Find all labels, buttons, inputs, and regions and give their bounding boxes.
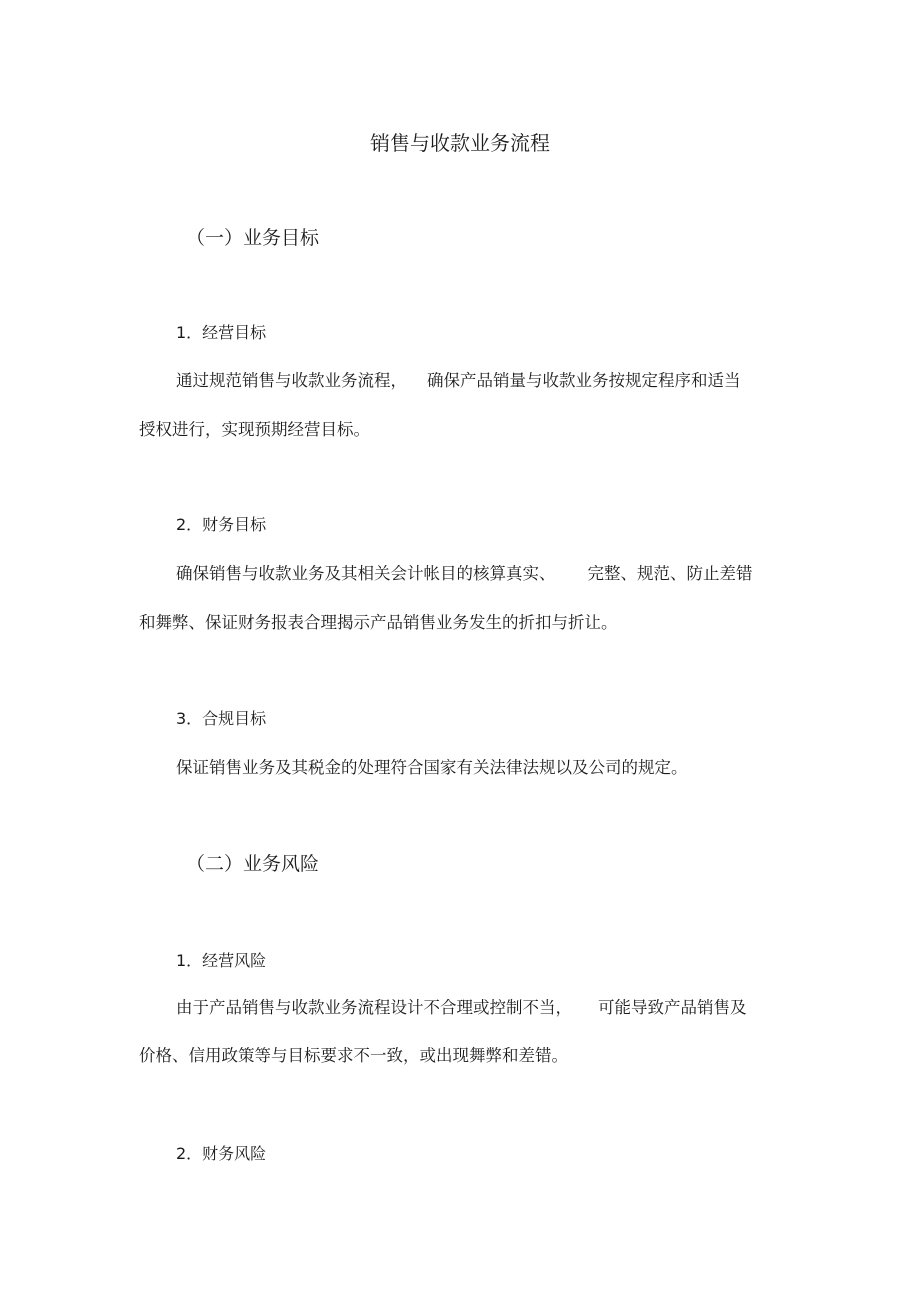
subheading-operational-risk: 1．经营风险	[176, 951, 267, 970]
paragraph-line	[139, 615, 618, 632]
paragraph-text: 和舞弊、保证财务报表合理揭示产品销售业务发生的折扣与折让。	[139, 613, 618, 632]
subheading-operational-objective: 1．经营目标	[176, 323, 267, 342]
paragraph-text: 完整、规范、防止差错	[587, 564, 753, 583]
paragraph-text: 价格、信用政策等与目标要求不一致，或出现舞弊和差错。	[139, 1046, 568, 1065]
subheading-compliance-objective: 3．合规目标	[176, 709, 267, 728]
document-title: 销售与收款业务流程	[370, 131, 550, 155]
paragraph-line	[176, 1000, 747, 1017]
paragraph-line	[176, 566, 753, 583]
paragraph-line	[139, 1048, 568, 1065]
paragraph-line	[176, 373, 741, 390]
paragraph-line	[139, 422, 370, 439]
paragraph-text: 可能导致产品销售及	[598, 998, 747, 1017]
paragraph-text: 通过规范销售与收款业务流程，	[176, 371, 407, 390]
paragraph-text: 授权进行，实现预期经营目标。	[139, 420, 370, 439]
subheading-financial-objective: 2．财务目标	[176, 515, 267, 534]
paragraph-text: 确保产品销量与收款业务按规定程序和适当	[427, 371, 741, 390]
section-heading-risks: （二）业务风险	[186, 853, 320, 875]
section-heading-objectives: （一）业务目标	[186, 227, 320, 249]
paragraph-line	[176, 760, 688, 777]
paragraph-text: 保证销售业务及其税金的处理符合国家有关法律法规以及公司的规定。	[176, 758, 688, 777]
paragraph-text: 由于产品销售与收款业务流程设计不合理或控制不当，	[176, 998, 572, 1017]
subheading-financial-risk: 2．财务风险	[176, 1144, 267, 1163]
paragraph-text: 确保销售与收款业务及其相关会计帐目的核算真实、	[176, 564, 556, 583]
